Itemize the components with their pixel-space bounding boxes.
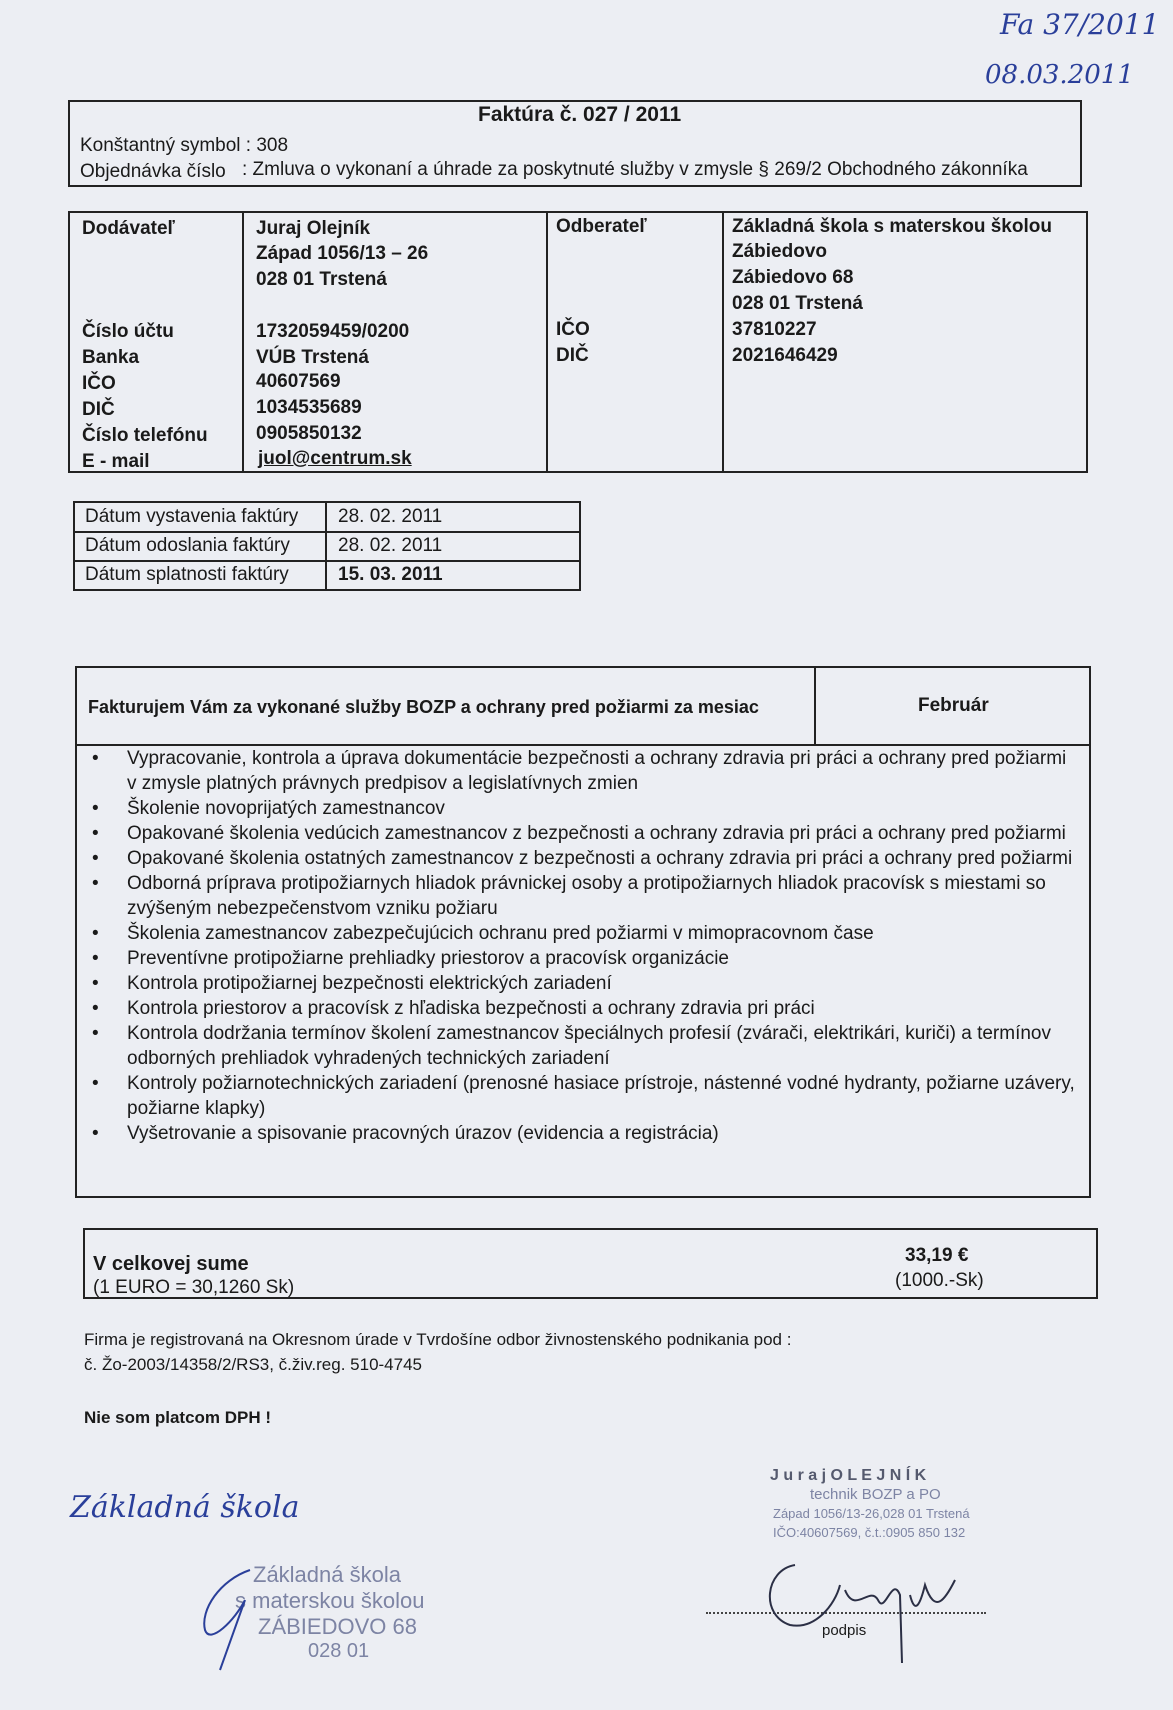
supplier-email[interactable]: juol@centrum.sk [258,448,412,469]
service-item-text: Preventívne protipožiarne prehliadky priestorov a pracovísk organizácie [127,948,729,969]
service-item [82,946,1087,971]
supplier-row-label: Banka [82,347,140,368]
bullet-icon: • [92,973,99,994]
services-list [82,746,1087,1146]
date-label: Dátum vystavenia faktúry [85,506,299,527]
exchange-rate: (1 EURO = 30,1260 Sk) [93,1277,295,1298]
sign-label: podpis [822,1622,867,1639]
order-label: Objednávka číslo [80,161,226,182]
divider [242,211,244,473]
supplier-row-label: Číslo telefónu [82,425,208,446]
registration-line: č. Žo-2003/14358/2/RS3, č.živ.reg. 510-4745 [84,1355,422,1374]
customer-dic-label: DIČ [556,345,589,366]
bullet-icon: • [92,948,99,969]
customer-heading: Odberateľ [556,216,647,237]
school-signature [190,1560,280,1680]
supplier-row-value: 0905850132 [256,423,362,444]
supplier-row-label: IČO [82,373,116,394]
stamp-supplier-ids: IČO:40607569, č.t.:0905 850 132 [773,1525,966,1540]
divider [73,531,581,533]
service-item [82,1021,1087,1071]
stamp-school-line: ZÁBIEDOVO 68 [258,1614,417,1639]
divider [814,666,816,744]
service-item [82,921,1087,946]
service-item-text: v zmysle platných právnych predpisov a legislatívnych zmien [127,773,639,794]
date-value: 28. 02. 2011 [338,506,443,527]
services-month: Február [918,695,989,716]
service-item-text: Kontrola dodržania termínov školení zamestnancov špeciálnych profesií (zvárači, elektrikári, kuriči) a termínov [127,1023,1051,1044]
total-amount-sk: (1000.-Sk) [895,1270,984,1291]
service-item-text: požiarne klapky) [127,1098,266,1119]
customer-line: Zábiedovo 68 [732,267,854,288]
service-item [82,746,1087,796]
bullet-icon: • [92,798,99,819]
supplier-row-label: Číslo účtu [82,321,174,342]
service-item-text: Kontrola priestorov a pracovísk z hľadiska bezpečnosti a ochrany zdravia pri práci [127,998,815,1019]
supplier-heading: Dodávateľ [82,218,175,239]
vat-note: Nie som platcom DPH ! [84,1408,272,1427]
bullet-icon: • [92,1073,99,1094]
const-symbol: Konštantný symbol : 308 [80,135,289,156]
divider [325,501,327,591]
stamp-school-line: 028 01 [308,1640,370,1662]
services-heading: Fakturujem Vám za vykonané služby BOZP a ochrany pred požiarmi za mesiac [88,697,759,717]
service-item-text: Kontroly požiarnotechnických zariadení (prenosné hasiace prístroje, nástenné vodné hydranty, požiarne uzávery, [127,1073,1075,1094]
supplier-row-value: 1034535689 [256,397,362,418]
customer-line: Zábiedovo [732,241,828,262]
parties-box [68,211,1088,473]
supplier-street: Západ 1056/13 – 26 [256,243,429,264]
divider [546,211,548,473]
service-item [82,996,1087,1021]
supplier-row-label: DIČ [82,399,115,420]
service-item [82,846,1087,871]
invoice-title: Faktúra č. 027 / 2011 [478,103,682,126]
bullet-icon: • [92,1023,99,1044]
supplier-row-label: E - mail [82,451,150,472]
bullet-icon: • [92,998,99,1019]
bullet-icon: • [92,748,99,769]
stamp-supplier-address: Západ 1056/13-26,028 01 Trstená [773,1506,970,1521]
service-item-text: zvýšeným nebezpečenstvom vzniku požiaru [127,898,498,919]
registration-line: Firma je registrovaná na Okresnom úrade v Tvrdošíne odbor živnostenského podnikania pod : [84,1330,792,1349]
due-date-value: 15. 03. 2011 [338,564,443,585]
total-amount: 33,19 € [905,1245,969,1266]
divider [722,211,724,473]
customer-line: Základná škola s materskou školou [732,216,1052,237]
service-item-text: Opakované školenia vedúcich zamestnancov z bezpečnosti a ochrany zdravia pri práci a ochrany pred požiarmi [127,823,1066,844]
service-item [82,871,1087,921]
stamp-supplier-role: technik BOZP a PO [810,1486,941,1503]
service-item-text: odborných prehliadok vyhradených technických zariadení [127,1048,610,1069]
service-item-text: Vypracovanie, kontrola a úprava dokumentácie bezpečnosti a ochrany zdravia pri práci a ochrany pred požiarmi [127,748,1067,769]
supplier-city: 028 01 Trstená [256,269,387,290]
service-item-text: Kontrola protipožiarnej bezpečnosti elektrických zariadení [127,973,612,994]
supplier-row-value: VÚB Trstená [256,347,369,368]
order-value: : Zmluva o vykonaní a úhrade za poskytnuté služby v zmysle § 269/2 Obchodného zákonníka [242,159,1028,180]
customer-ico-label: IČO [556,319,590,340]
supplier-row-value: 1732059459/0200 [256,321,410,342]
service-item [82,1071,1087,1121]
service-item [82,971,1087,996]
date-label: Dátum splatnosti faktúry [85,564,289,585]
supplier-signature [760,1545,980,1665]
supplier-row-value: 40607569 [256,371,341,392]
service-item [82,1121,1087,1146]
customer-line: 028 01 Trstená [732,293,863,314]
bullet-icon: • [92,848,99,869]
service-item-text: Vyšetrovanie a spisovanie pracovných úrazov (evidencia a registrácia) [127,1123,719,1144]
date-label: Dátum odoslania faktúry [85,535,290,556]
stamp-school-line: s materskou školou [235,1588,425,1613]
bullet-icon: • [92,823,99,844]
bullet-icon: • [92,923,99,944]
date-value: 28. 02. 2011 [338,535,443,556]
stamp-supplier-name: J u r a j O L E J N Í K [770,1467,927,1484]
bullet-icon: • [92,873,99,894]
divider [73,560,581,562]
service-item-text: Školenia zamestnancov zabezpečujúcich ochranu pred požiarmi v mimopracovnom čase [127,923,874,944]
handwritten-ref: Fa 37/2011 [1000,8,1160,41]
customer-dic: 2021646429 [732,345,838,366]
service-item-text: Školenie novoprijatých zamestnancov [127,798,445,819]
service-item-text: Opakované školenia ostatných zamestnancov z bezpečnosti a ochrany zdravia pri práci a ochrany pred požiarmi [127,848,1073,869]
handwritten-date: 08.03.2011 [985,60,1134,90]
service-item-text: Odborná príprava protipožiarnych hliadok právnickej osoby a protipožiarnych hliadok pracovísk s miestami so [127,873,1046,894]
service-item [82,796,1087,821]
stamp-school-line: Základná škola [253,1562,401,1587]
total-label: V celkovej sume [93,1253,249,1275]
supplier-name: Juraj Olejník [256,218,371,239]
handwritten-receiver-note: Základná škola [70,1490,300,1525]
service-item [82,821,1087,846]
customer-ico: 37810227 [732,319,817,340]
bullet-icon: • [92,1123,99,1144]
